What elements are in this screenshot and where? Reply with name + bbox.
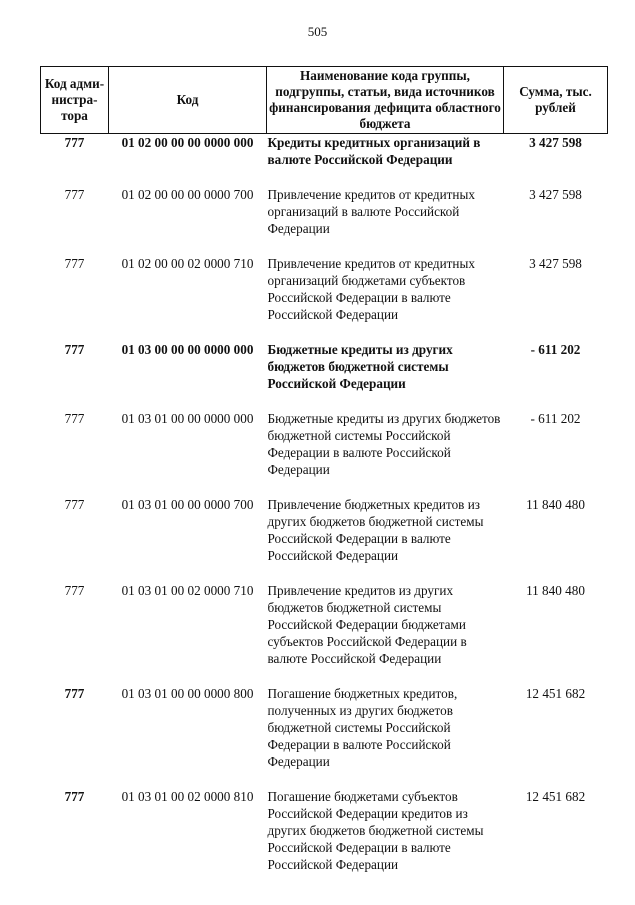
admin-code-cell: 777 bbox=[64, 583, 85, 598]
admin-code-cell: 777 bbox=[64, 256, 85, 271]
name-cell: Привлечение кредитов от кредитных организаций бюджетами субъектов Российской Федерации в валюте Российской Федерации bbox=[267, 256, 475, 322]
table-row bbox=[41, 134, 608, 187]
header-name: Наименование кода группы, подгруппы, статьи, вида источников финансирования дефицита областного бюджета bbox=[267, 67, 504, 134]
sum-cell: 11 840 480 bbox=[526, 583, 585, 598]
name-cell: Погашение бюджетами субъектов Российской Федерации кредитов из других бюджетов бюджетной системы Российской Федерации в валюте Российской Федерации bbox=[267, 789, 484, 872]
code-cell: 01 03 00 00 00 0000 000 bbox=[121, 342, 254, 357]
admin-code-cell: 777 bbox=[64, 187, 85, 202]
name-cell: Кредиты кредитных организаций в валюте Российской Федерации bbox=[267, 135, 481, 167]
name-cell: Привлечение кредитов из других бюджетов бюджетной системы Российской Федерации бюджетами субъектов Российской Федерации в валюте Российской Федерации bbox=[267, 583, 467, 666]
sum-cell: 3 427 598 bbox=[529, 187, 582, 202]
header-code: Код bbox=[109, 67, 267, 134]
name-cell: Привлечение кредитов от кредитных организаций в валюте Российской Федерации bbox=[267, 187, 475, 236]
table-row bbox=[41, 255, 608, 341]
admin-code-cell: 777 bbox=[64, 342, 85, 357]
code-cell: 01 03 01 00 02 0000 710 bbox=[121, 583, 254, 598]
admin-code-cell: 777 bbox=[64, 135, 85, 150]
table-row bbox=[41, 582, 608, 685]
sum-cell: 3 427 598 bbox=[529, 135, 582, 150]
sources-table bbox=[40, 66, 608, 891]
table-header-row bbox=[41, 67, 608, 134]
table-row bbox=[41, 341, 608, 410]
admin-code-cell: 777 bbox=[64, 497, 85, 512]
table-row bbox=[41, 186, 608, 255]
code-cell: 01 03 01 00 02 0000 810 bbox=[121, 789, 254, 804]
header-sum: Сумма, тыс. рублей bbox=[504, 67, 608, 134]
sum-cell: 3 427 598 bbox=[529, 256, 582, 271]
sum-cell: 12 451 682 bbox=[525, 789, 586, 804]
table-row bbox=[41, 496, 608, 582]
name-cell: Погашение бюджетных кредитов, полученных из других бюджетов бюджетной системы Российской Федерации в валюте Российской Федерации bbox=[267, 686, 458, 769]
admin-code-cell: 777 bbox=[64, 789, 85, 804]
sum-cell: - 611 202 bbox=[530, 342, 581, 357]
code-cell: 01 02 00 00 00 0000 000 bbox=[121, 135, 254, 150]
header-admin-code: Код адми-нистра-тора bbox=[41, 67, 109, 134]
code-cell: 01 03 01 00 00 0000 800 bbox=[121, 686, 254, 701]
table-row bbox=[41, 410, 608, 496]
code-cell: 01 03 01 00 00 0000 700 bbox=[121, 497, 254, 512]
sum-cell: - 611 202 bbox=[530, 411, 581, 426]
table-row bbox=[41, 685, 608, 788]
code-cell: 01 02 00 00 00 0000 700 bbox=[121, 187, 254, 202]
table-row bbox=[41, 788, 608, 891]
admin-code-cell: 777 bbox=[64, 411, 85, 426]
admin-code-cell: 777 bbox=[64, 686, 85, 701]
name-cell: Привлечение бюджетных кредитов из других бюджетов бюджетной системы Российской Федерации в валюте Российской Федерации bbox=[267, 497, 484, 563]
code-cell: 01 03 01 00 00 0000 000 bbox=[121, 411, 254, 426]
sum-cell: 11 840 480 bbox=[526, 497, 585, 512]
code-cell: 01 02 00 00 02 0000 710 bbox=[121, 256, 254, 271]
name-cell: Бюджетные кредиты из других бюджетов бюджетной системы Российской Федерации в валюте Российской Федерации bbox=[267, 411, 501, 477]
name-cell: Бюджетные кредиты из других бюджетов бюджетной системы Российской Федерации bbox=[267, 342, 453, 391]
page-number: 505 bbox=[307, 24, 328, 39]
sum-cell: 12 451 682 bbox=[525, 686, 586, 701]
